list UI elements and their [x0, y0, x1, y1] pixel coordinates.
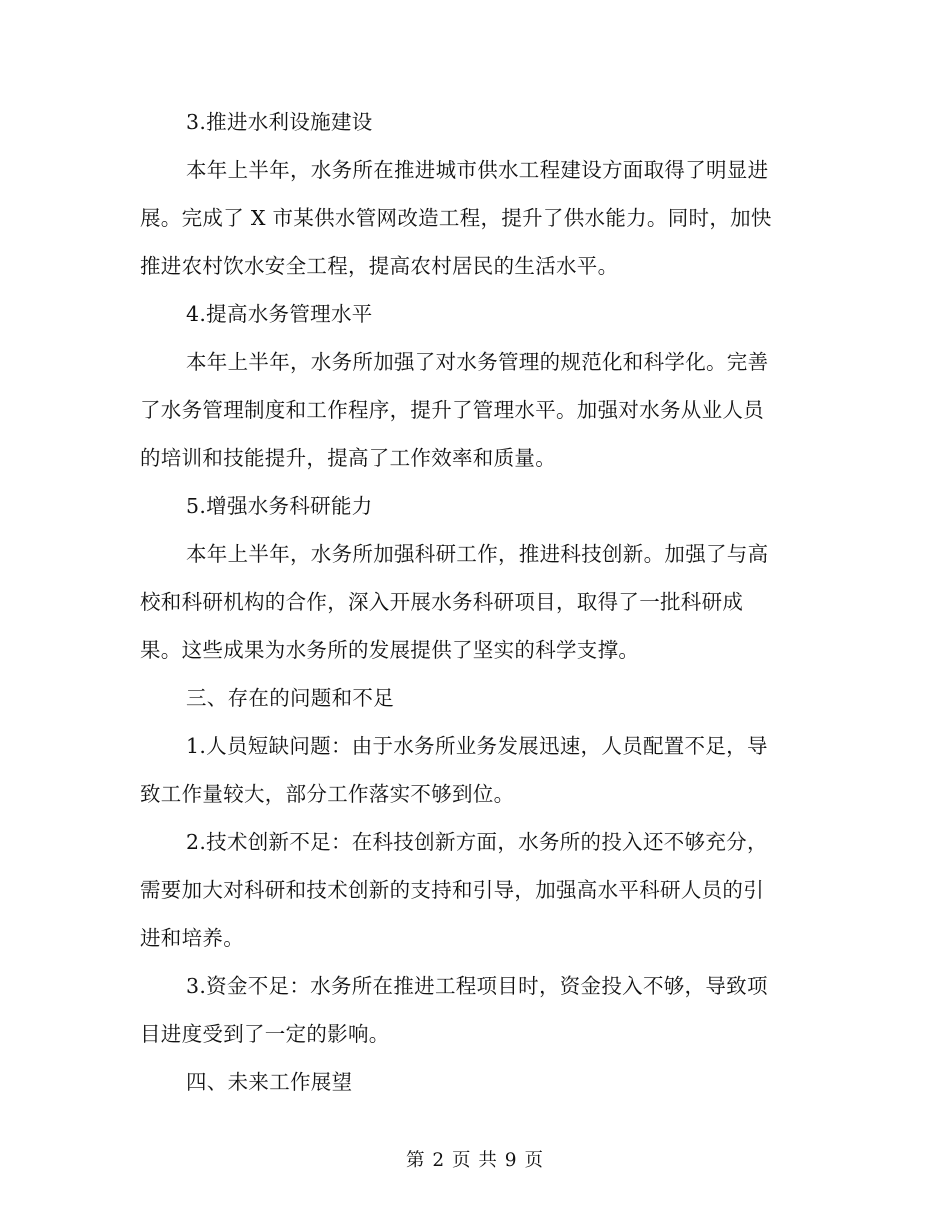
text-line: 3.资金不足：水务所在推进工程项目时，资金投入不够，导致项: [186, 974, 768, 998]
text-line: 3.推进水利设施建设: [186, 110, 373, 134]
text-line: 展。完成了 X 市某供水管网改造工程，提升了供水能力。同时，加快: [140, 206, 772, 230]
text-line: 4.提高水务管理水平: [186, 302, 373, 326]
text-line: 目进度受到了一定的影响。: [140, 1022, 390, 1046]
text-line: 的培训和技能提升，提高了工作效率和质量。: [140, 446, 556, 470]
text-line: 2.技术创新不足：在科技创新方面，水务所的投入还不够充分，: [186, 830, 768, 854]
text-line: 致工作量较大，部分工作落实不够到位。: [140, 782, 515, 806]
text-line: 进和培养。: [140, 926, 244, 950]
text-line: 校和科研机构的合作，深入开展水务科研项目，取得了一批科研成: [140, 590, 744, 614]
text-line: 推进农村饮水安全工程，提高农村居民的生活水平。: [140, 254, 619, 278]
text-line: 5.增强水务科研能力: [186, 494, 373, 518]
text-line: 三、存在的问题和不足: [186, 686, 394, 710]
text-line: 本年上半年，水务所在推进城市供水工程建设方面取得了明显进: [186, 158, 769, 182]
text-line: 本年上半年，水务所加强了对水务管理的规范化和科学化。完善: [186, 350, 769, 374]
document-body: [140, 98, 800, 1106]
text-line: 果。这些成果为水务所的发展提供了坚实的科学支撑。: [140, 638, 640, 662]
text-line: 需要加大对科研和技术创新的支持和引导，加强高水平科研人员的引: [140, 878, 764, 902]
text-line: 本年上半年，水务所加强科研工作，推进科技创新。加强了与高: [186, 542, 769, 566]
text-line: 1.人员短缺问题：由于水务所业务发展迅速，人员配置不足，导: [186, 734, 768, 758]
page-number-footer: 第 2 页 共 9 页: [406, 1150, 544, 1171]
text-line: 四、未来工作展望: [186, 1070, 353, 1094]
text-line: 了水务管理制度和工作程序，提升了管理水平。加强对水务从业人员: [140, 398, 764, 422]
